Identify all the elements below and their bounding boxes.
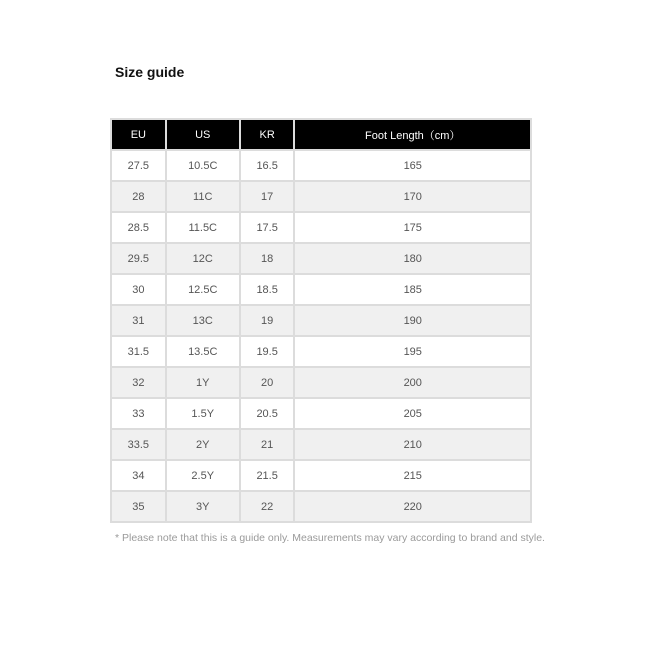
table-row bbox=[112, 492, 530, 521]
cell-eu: 33.5 bbox=[112, 430, 165, 459]
cell-foot-length: 190 bbox=[295, 306, 530, 335]
header-foot-length: Foot Length（cm） bbox=[295, 120, 530, 149]
size-guide-table bbox=[110, 118, 532, 523]
table-header-row bbox=[112, 120, 530, 149]
page-title: Size guide bbox=[115, 64, 185, 80]
cell-eu: 33 bbox=[112, 399, 165, 428]
cell-foot-length: 180 bbox=[295, 244, 530, 273]
cell-eu: 28.5 bbox=[112, 213, 165, 242]
cell-foot-length: 205 bbox=[295, 399, 530, 428]
cell-foot-length: 210 bbox=[295, 430, 530, 459]
table-row bbox=[112, 275, 530, 304]
cell-kr: 17.5 bbox=[241, 213, 294, 242]
disclaimer-note: * Please note that this is a guide only. Measurements may vary according to brand and style. bbox=[115, 532, 545, 544]
cell-us: 11.5C bbox=[167, 213, 239, 242]
cell-us: 3Y bbox=[167, 492, 239, 521]
cell-us: 10.5C bbox=[167, 151, 239, 180]
cell-kr: 19 bbox=[241, 306, 294, 335]
cell-eu: 28 bbox=[112, 182, 165, 211]
cell-eu: 34 bbox=[112, 461, 165, 490]
cell-kr: 21 bbox=[241, 430, 294, 459]
cell-kr: 20 bbox=[241, 368, 294, 397]
cell-foot-length: 165 bbox=[295, 151, 530, 180]
cell-foot-length: 215 bbox=[295, 461, 530, 490]
cell-eu: 32 bbox=[112, 368, 165, 397]
header-kr: KR bbox=[241, 120, 294, 149]
cell-kr: 18 bbox=[241, 244, 294, 273]
cell-eu: 35 bbox=[112, 492, 165, 521]
cell-us: 2Y bbox=[167, 430, 239, 459]
cell-foot-length: 175 bbox=[295, 213, 530, 242]
cell-kr: 21.5 bbox=[241, 461, 294, 490]
cell-eu: 27.5 bbox=[112, 151, 165, 180]
cell-us: 12C bbox=[167, 244, 239, 273]
cell-us: 12.5C bbox=[167, 275, 239, 304]
table-row bbox=[112, 368, 530, 397]
table-row bbox=[112, 430, 530, 459]
cell-kr: 17 bbox=[241, 182, 294, 211]
cell-eu: 31 bbox=[112, 306, 165, 335]
cell-us: 2.5Y bbox=[167, 461, 239, 490]
cell-us: 11C bbox=[167, 182, 239, 211]
table-row bbox=[112, 182, 530, 211]
cell-eu: 31.5 bbox=[112, 337, 165, 366]
header-eu: EU bbox=[112, 120, 165, 149]
cell-us: 13.5C bbox=[167, 337, 239, 366]
cell-foot-length: 200 bbox=[295, 368, 530, 397]
cell-eu: 30 bbox=[112, 275, 165, 304]
cell-us: 13C bbox=[167, 306, 239, 335]
cell-kr: 22 bbox=[241, 492, 294, 521]
table-row bbox=[112, 461, 530, 490]
table-row bbox=[112, 306, 530, 335]
cell-foot-length: 185 bbox=[295, 275, 530, 304]
cell-us: 1Y bbox=[167, 368, 239, 397]
header-us: US bbox=[167, 120, 239, 149]
table-row bbox=[112, 337, 530, 366]
cell-kr: 16.5 bbox=[241, 151, 294, 180]
cell-kr: 19.5 bbox=[241, 337, 294, 366]
table-row bbox=[112, 244, 530, 273]
table-row bbox=[112, 213, 530, 242]
cell-foot-length: 220 bbox=[295, 492, 530, 521]
table-row bbox=[112, 151, 530, 180]
cell-kr: 18.5 bbox=[241, 275, 294, 304]
cell-us: 1.5Y bbox=[167, 399, 239, 428]
cell-eu: 29.5 bbox=[112, 244, 165, 273]
cell-kr: 20.5 bbox=[241, 399, 294, 428]
cell-foot-length: 195 bbox=[295, 337, 530, 366]
table-row bbox=[112, 399, 530, 428]
cell-foot-length: 170 bbox=[295, 182, 530, 211]
